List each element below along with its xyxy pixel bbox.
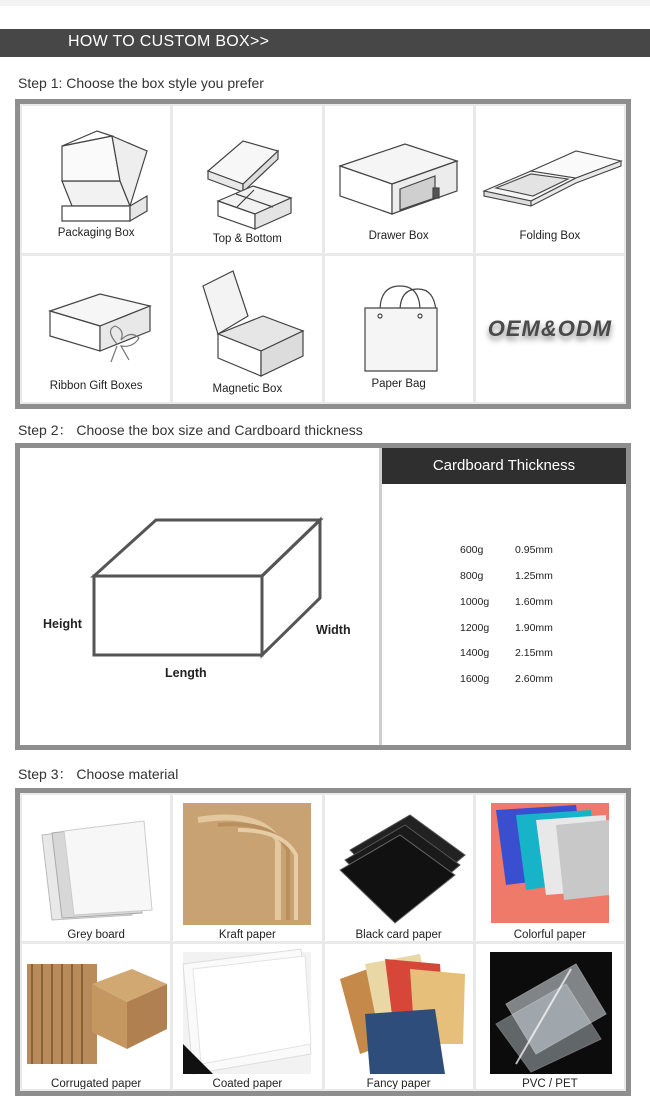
dim-height: Height (43, 617, 82, 631)
material-label: Grey board (67, 929, 125, 941)
material-black-card-paper[interactable] (325, 795, 473, 941)
fancy-paper-image (325, 944, 473, 1089)
style-packaging-box[interactable] (22, 106, 170, 253)
material-label: PVC / PET (522, 1077, 578, 1089)
style-label: Ribbon Gift Boxes (49, 379, 143, 392)
step2-label: Step 2： Choose the box size and Cardboard thickness (18, 422, 363, 438)
step1-label: Step 1: Choose the box style you prefer (18, 75, 264, 91)
style-oem-odm[interactable] (476, 256, 624, 403)
style-top-bottom[interactable] (173, 106, 321, 253)
style-label: Magnetic Box (212, 382, 283, 395)
step3-label: Step 3： Choose material (18, 766, 179, 782)
style-label: Top & Bottom (212, 233, 282, 245)
material-grey-board[interactable] (22, 795, 170, 941)
style-label: Drawer Box (368, 230, 429, 242)
thickness-table: Cardboard Thickness 600g 0.95mm 800g 1.25mm 1000g 1.60mm 1200g 1.90mm 1400g 2.15mm 1600g 2.60mm (379, 448, 626, 745)
style-ribbon-gift-boxes[interactable] (22, 256, 170, 403)
thickness-title: Cardboard Thickness (382, 448, 626, 484)
material-label: Colorful paper (513, 929, 586, 941)
box-style-grid (20, 104, 626, 404)
kraft-paper-image (173, 795, 321, 940)
box-style-panel (15, 99, 631, 409)
top-strip (0, 0, 650, 6)
material-label: Corrugated paper (51, 1077, 142, 1089)
grey-board-image (22, 795, 170, 940)
dim-length: Length (165, 666, 207, 680)
top-bottom-box-icon (173, 106, 321, 251)
pvc-pet-image (476, 944, 624, 1089)
style-label: Folding Box (519, 230, 581, 242)
material-colorful-paper[interactable] (476, 795, 624, 941)
material-pvc-pet[interactable] (476, 944, 624, 1090)
material-fancy-paper[interactable] (325, 944, 473, 1090)
style-magnetic-box[interactable] (173, 256, 321, 403)
colorful-paper-image (476, 795, 624, 940)
oem-odm-logo: OEM&ODM (487, 315, 613, 341)
material-kraft-paper[interactable] (173, 795, 321, 941)
material-label: Fancy paper (366, 1077, 431, 1089)
style-folding-box[interactable] (476, 106, 624, 253)
box-dimension-diagram (20, 448, 376, 745)
magnetic-box-icon (173, 256, 321, 401)
material-corrugated-paper[interactable] (22, 944, 170, 1090)
material-label: Kraft paper (218, 929, 276, 941)
coated-paper-image (173, 944, 321, 1089)
material-label: Black card paper (355, 929, 442, 941)
section-header (0, 29, 650, 57)
header-title: HOW TO CUSTOM BOX>> (68, 33, 270, 50)
material-panel (15, 788, 631, 1096)
dim-width: Width (316, 623, 351, 637)
style-label: Paper Bag (371, 377, 426, 390)
black-card-paper-image (325, 795, 473, 940)
material-grid (20, 793, 626, 1091)
style-paper-bag[interactable] (325, 256, 473, 403)
style-drawer-box[interactable] (325, 106, 473, 253)
material-label: Coated paper (212, 1077, 283, 1089)
corrugated-paper-image (22, 944, 170, 1089)
box-size-panel (15, 443, 631, 750)
style-label: Packaging Box (57, 227, 135, 239)
box-outline-icon (20, 448, 376, 745)
material-coated-paper[interactable] (173, 944, 321, 1090)
